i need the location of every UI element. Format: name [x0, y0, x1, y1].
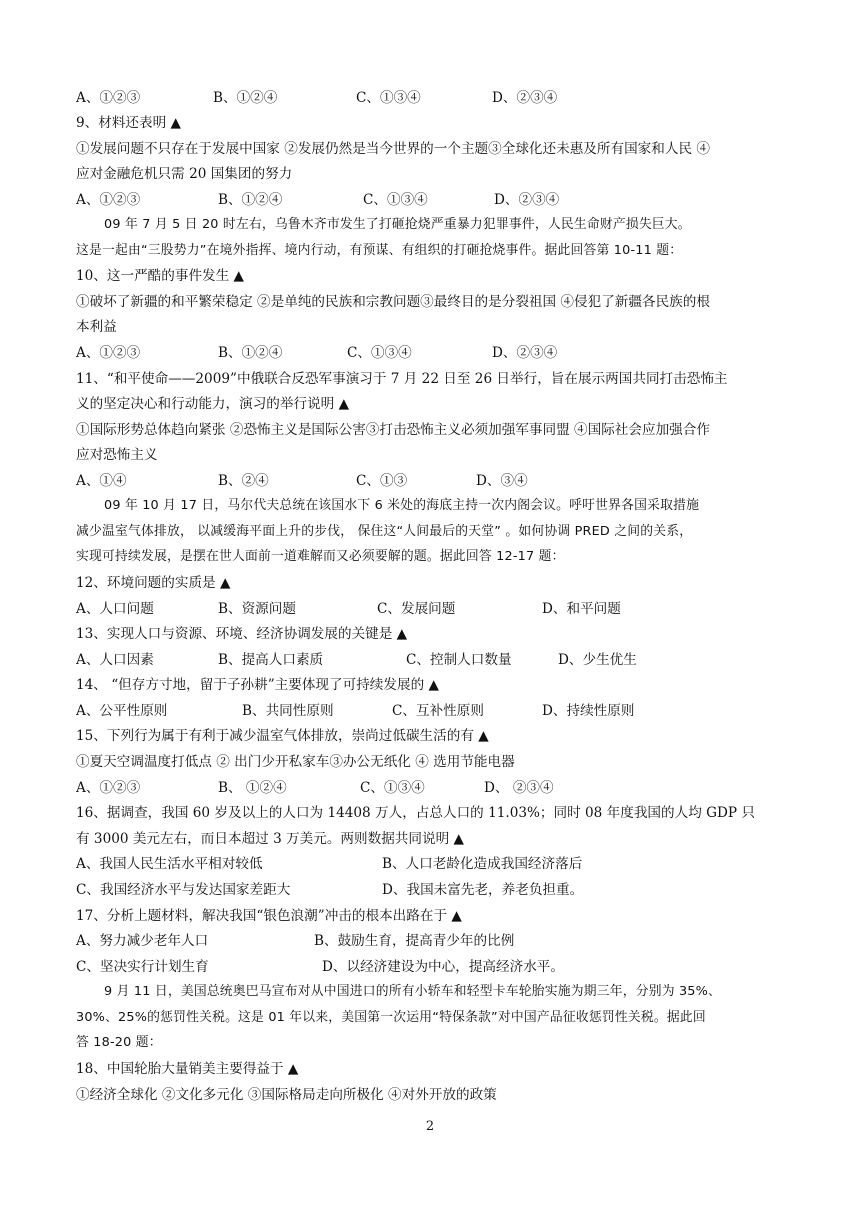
options-row [76, 471, 788, 491]
option-c: C、我国经济水平与发达国家差距大 [76, 882, 291, 898]
options-row [76, 931, 788, 951]
option-b: B、①②④ [213, 90, 278, 106]
option-d: D、②③④ [492, 345, 558, 361]
options-row [76, 343, 788, 363]
options-row [76, 854, 788, 874]
option-b: B、①②④ [218, 345, 283, 361]
option-d: D、我国未富先老，养老负担重。 [382, 882, 584, 898]
material-paragraph: 09 年 10 月 17 日，马尔代夫总统在该国水下 6 米处的海底主持一次内阁会议。呼吁世界各国采取措施 [104, 498, 700, 513]
question-13: 13、实现人口与资源、环境、经济协调发展的关键是 ▲ [76, 626, 408, 642]
option-a: A、努力减少老年人口 [76, 933, 209, 949]
statement-line: 本利益 [76, 319, 117, 335]
statement-line: 应对恐怖主义 [76, 447, 158, 463]
option-d: D、以经济建设为中心，提高经济水平。 [322, 959, 564, 975]
option-d: D、 ②③④ [484, 780, 554, 796]
question-18: 18、中国轮胎大量销美主要得益于 ▲ [76, 1061, 299, 1077]
page-number: 2 [425, 1119, 435, 1134]
option-a: A、人口因素 [76, 652, 154, 668]
statement-line: ①国际形势总体趋向紧张 ②恐怖主义是国际公害③打击恐怖主义必须加强军事同盟 ④国际社会应加强合作 [76, 422, 710, 438]
options-row [76, 650, 788, 670]
option-b: B、 ①②④ [218, 780, 287, 796]
material-paragraph: 9 月 11 日，美国总统奥巴马宣布对从中国进口的所有小轿车和轻型卡车轮胎实施为期三年，分别为 35%、 [104, 984, 722, 999]
option-d: D、和平问题 [542, 601, 621, 617]
option-c: C、①③④ [347, 345, 412, 361]
option-a: A、①②③ [76, 780, 141, 796]
question-10: 10、这一严酷的事件发生 ▲ [76, 268, 245, 284]
material-paragraph: 09 年 7 月 5 日 20 时左右，乌鲁木齐市发生了打砸抢烧严重暴力犯罪事件，人民生命财产损失巨大。 [104, 217, 691, 232]
question-12: 12、环境问题的实质是 ▲ [76, 575, 231, 591]
options-row [76, 880, 788, 900]
option-b: B、资源问题 [218, 601, 296, 617]
options-row [76, 190, 788, 210]
statement-line: ①破坏了新疆的和平繁荣稳定 ②是单纯的民族和宗教问题③最终目的是分裂祖国 ④侵犯了新疆各民族的根 [76, 294, 710, 310]
material-paragraph: 答 18-20 题： [76, 1035, 162, 1050]
option-d: D、②③④ [492, 90, 558, 106]
option-c: C、①③④ [360, 780, 425, 796]
material-paragraph: 30%、25%的惩罚性关税。这是 01 年以来，美国第一次运用“特保条款”对中国产品征收惩罚性关税。据此回 [76, 1010, 706, 1025]
option-c: C、①③④ [356, 90, 421, 106]
option-a: A、人口问题 [76, 601, 154, 617]
options-row [76, 957, 788, 977]
question-11: 11、“和平使命——2009”中俄联合反恐军事演习于 7 月 22 日至 26 日举行，旨在展示两国共同打击恐怖主 [76, 371, 728, 387]
option-c: C、发展问题 [377, 601, 456, 617]
question-16-cont: 有 3000 美元左右，而日本超过 3 万美元。两则数据共同说明 ▲ [76, 831, 464, 847]
statement-line: ①经济全球化 ②文化多元化 ③国际格局走向所极化 ④对外开放的政策 [76, 1087, 497, 1103]
option-c: C、①③ [356, 473, 408, 489]
option-a: A、我国人民生活水平相对较低 [76, 856, 263, 872]
option-a: A、①②③ [76, 90, 141, 106]
question-14: 14、 “但存方寸地，留于子孙耕”主要体现了可持续发展的 ▲ [76, 677, 439, 693]
statement-line: 应对金融危机只需 20 国集团的努力 [76, 166, 293, 182]
statement-line: ①夏天空调温度打低点 ② 出门少开私家车③办公无纸化 ④ 选用节能电器 [76, 754, 515, 770]
option-b: B、鼓励生育，提高青少年的比例 [314, 933, 515, 949]
option-c: C、控制人口数量 [406, 652, 512, 668]
options-row [76, 599, 788, 619]
option-c: C、互补性原则 [392, 703, 484, 719]
material-paragraph: 实现可持续发展，是摆在世人面前一道难解而又必须要解的题。据此回答 12-17 题： [76, 549, 565, 564]
option-b: B、提高人口素质 [218, 652, 324, 668]
option-a: A、①④ [76, 473, 127, 489]
option-b: B、人口老龄化造成我国经济落后 [382, 856, 583, 872]
material-paragraph: 这是一起由“三股势力”在境外指挥、境内行动，有预谋、有组织的打砸抢烧事件。据此回答第 10-11 题： [76, 243, 683, 258]
question-11-cont: 义的坚定决心和行动能力，演习的举行说明 ▲ [76, 396, 350, 412]
option-c: C、坚决实行计划生育 [76, 959, 209, 975]
question-17: 17、分析上题材料，解决我国“银色浪潮”冲击的根本出路在于 ▲ [76, 908, 462, 924]
option-b: B、共同性原则 [242, 703, 334, 719]
question-9: 9、材料还表明 ▲ [76, 115, 181, 131]
statement-line: ①发展问题不只存在于发展中国家 ②发展仍然是当今世界的一个主题③全球化还未惠及所有国家和人民 ④ [76, 141, 710, 157]
question-15: 15、下列行为属于有利于减少温室气体排放，崇尚过低碳生活的有 ▲ [76, 728, 489, 744]
option-d: D、少生优生 [558, 652, 637, 668]
material-paragraph: 减少温室气体排放， 以减缓海平面上升的步伐， 保住这“人间最后的天堂” 。如何协调 PRED 之间的关系， [76, 524, 693, 539]
options-row [76, 701, 788, 721]
question-16: 16、据调查，我国 60 岁及以上的人口为 14408 万人，占总人口的 11.03%；同时 08 年度我国的人均 GDP 只 [76, 805, 755, 821]
option-d: D、②③④ [494, 192, 560, 208]
options-row [76, 88, 788, 108]
option-b: B、①②④ [218, 192, 283, 208]
option-c: C、①③④ [363, 192, 428, 208]
option-b: B、②④ [218, 473, 269, 489]
option-d: D、③④ [476, 473, 528, 489]
option-d: D、持续性原则 [542, 703, 635, 719]
option-a: A、①②③ [76, 192, 141, 208]
option-a: A、公平性原则 [76, 703, 168, 719]
option-a: A、①②③ [76, 345, 141, 361]
options-row [76, 778, 788, 798]
